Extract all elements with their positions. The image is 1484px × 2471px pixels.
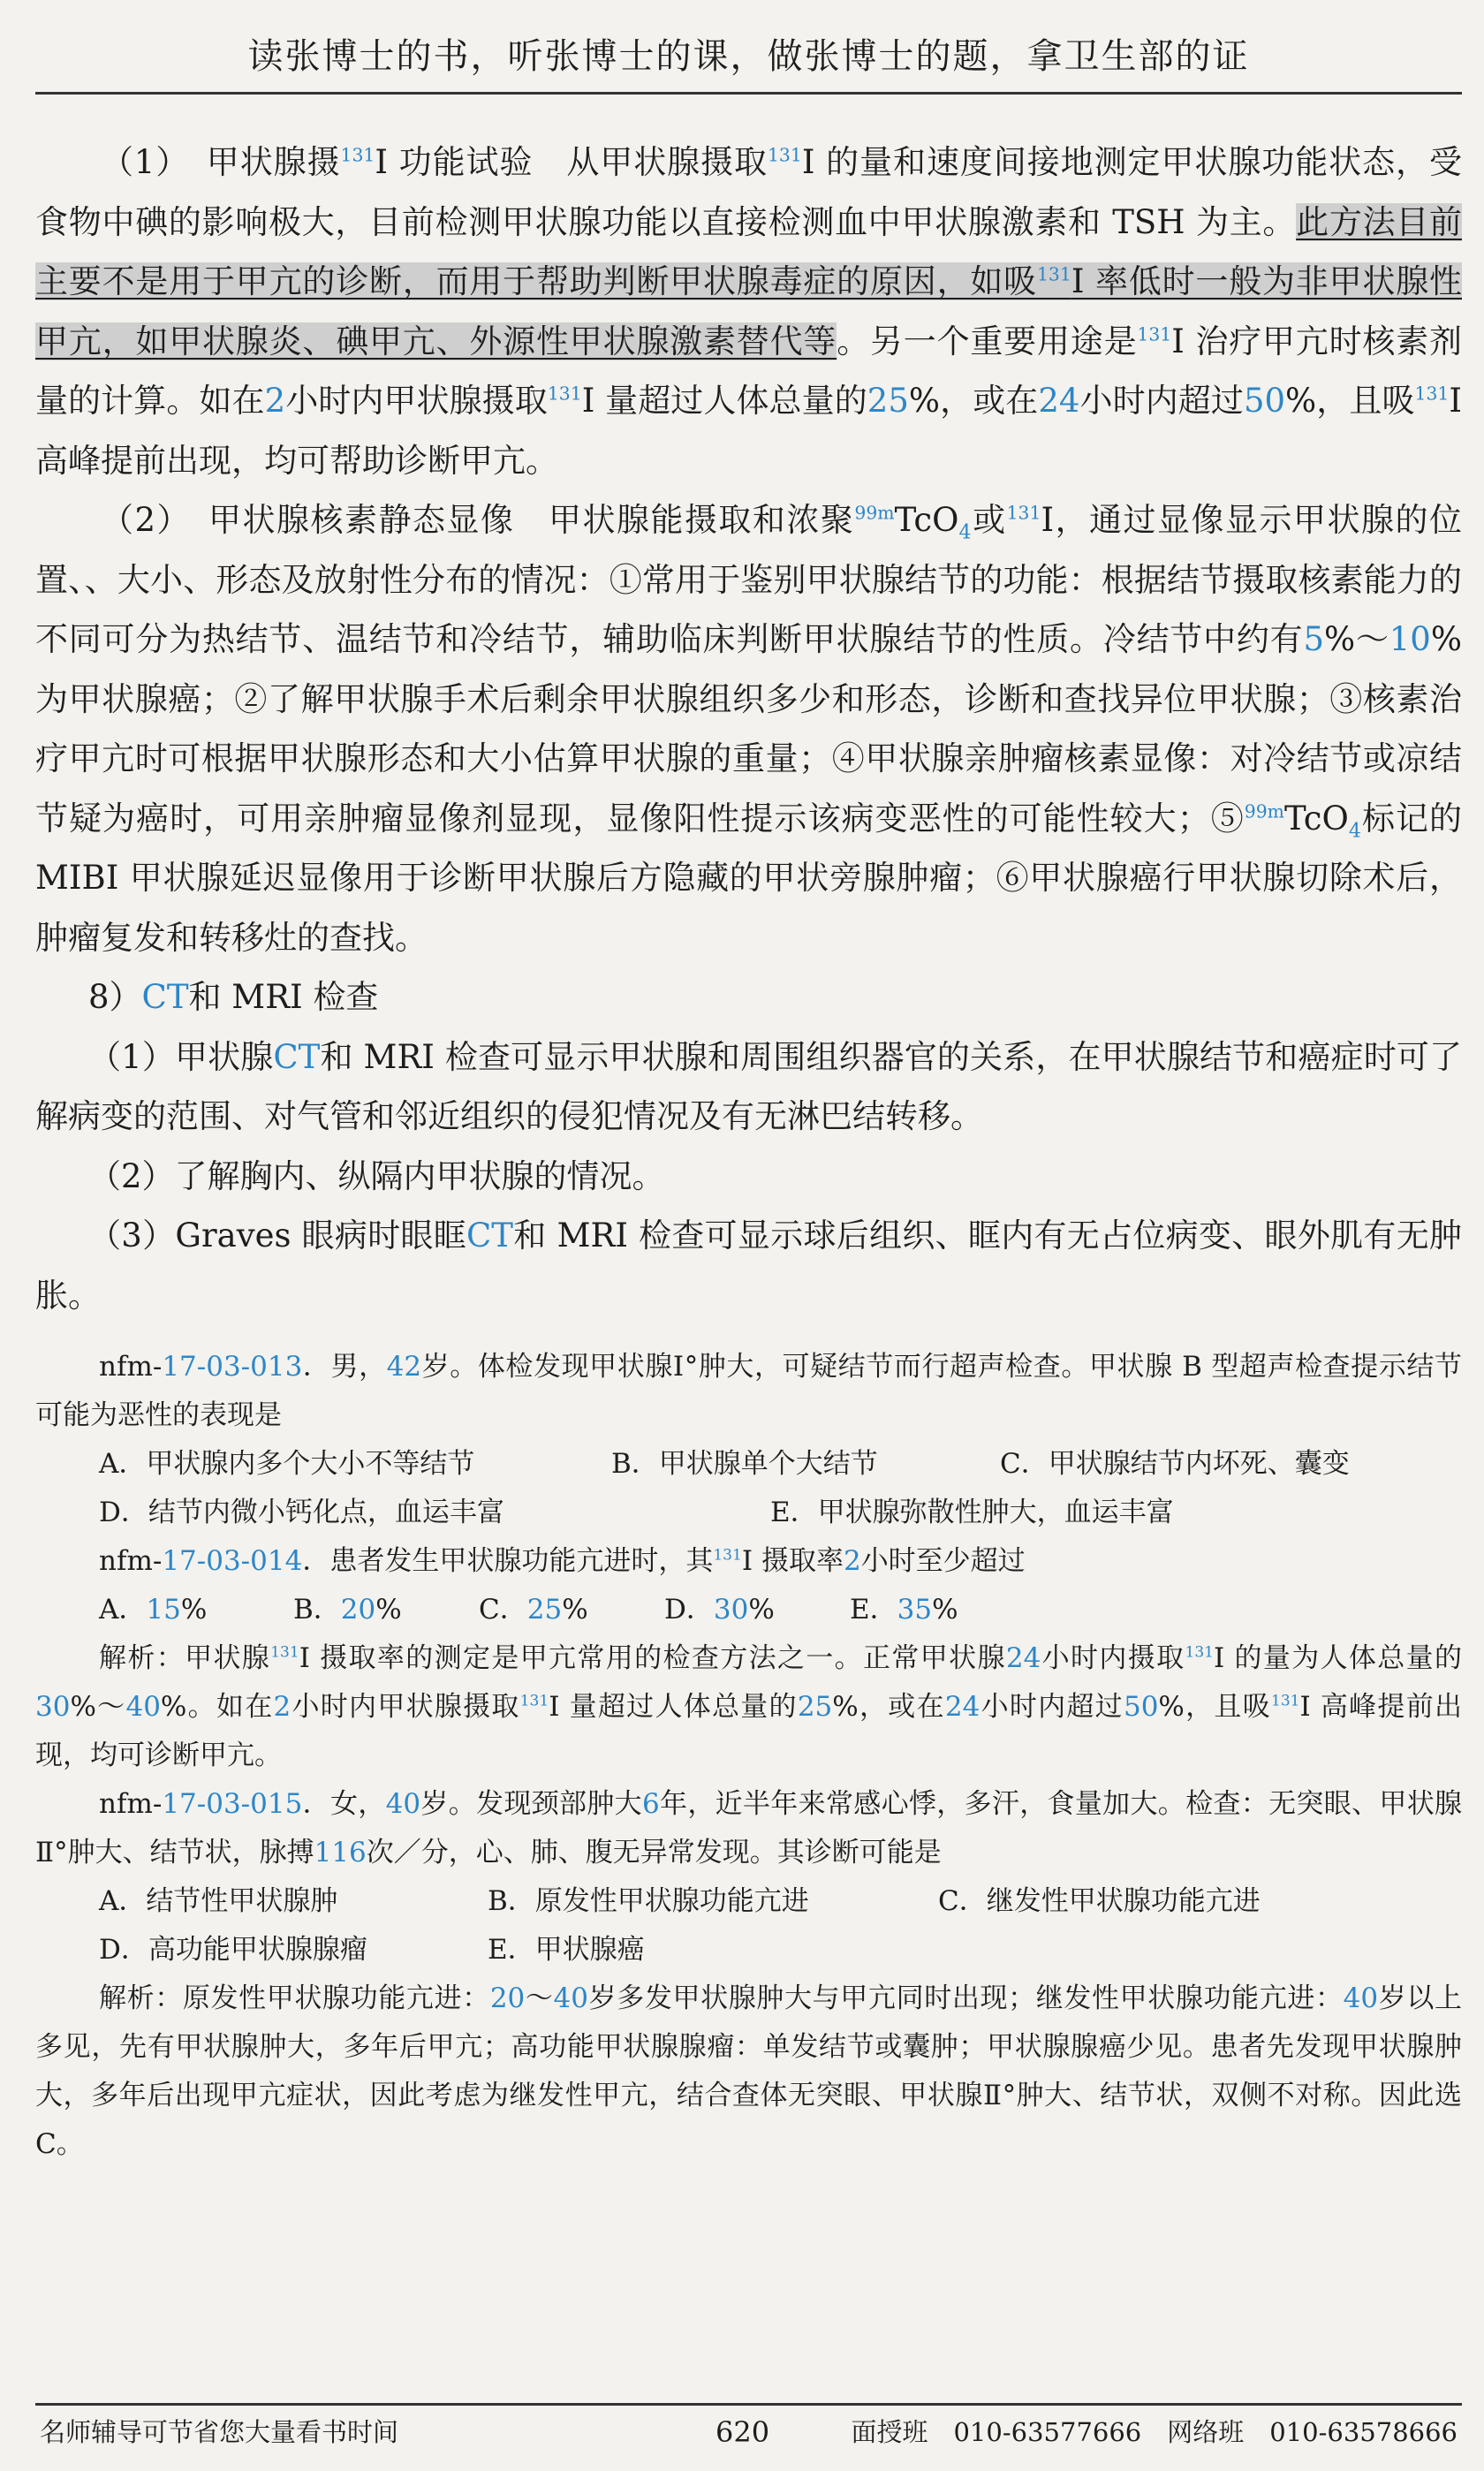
- text: 解析：甲状腺: [99, 1642, 271, 1674]
- text: 解析：原发性甲状腺功能亢进：: [99, 1982, 490, 2014]
- unit: %: [932, 1594, 958, 1626]
- text: %，且吸: [1285, 382, 1415, 420]
- text: 小时内甲状腺摄取: [285, 382, 548, 420]
- unit: %: [375, 1594, 402, 1626]
- number: 116: [314, 1837, 367, 1868]
- text: 或: [971, 501, 1007, 539]
- text: I 摄取率的测定是甲亢常用的检查方法之一。正常甲状腺: [299, 1642, 1006, 1674]
- text: nfm-: [99, 1351, 163, 1383]
- subscript: 4: [1348, 818, 1361, 842]
- text: 岁。体检发现甲状腺Ⅰ°肿大，可疑结节而行超声检查。甲状腺 B 型超声检查提示结节可能为恶性的表现是: [35, 1351, 1463, 1431]
- text: 年，近半年来常感心悸，多汗，食量加大。检查：无突眼、甲状腺Ⅱ°肿大、结节状，脉搏: [35, 1788, 1463, 1868]
- text: （1）甲状腺: [88, 1037, 274, 1076]
- option-d: [664, 1586, 775, 1634]
- number: 24: [944, 1691, 980, 1723]
- text: ．男，: [302, 1351, 387, 1383]
- page-content: [35, 133, 1462, 2169]
- text: （1） 甲状腺摄: [101, 143, 341, 181]
- text: nfm-: [99, 1545, 163, 1577]
- text: 8）: [88, 978, 142, 1016]
- text: %，或在: [832, 1691, 945, 1723]
- isotope-superscript: 131: [519, 1692, 549, 1710]
- page-footer: [35, 2403, 1462, 2459]
- text: （3）Graves 眼病时眼眶: [88, 1217, 466, 1254]
- number: 20: [340, 1594, 376, 1626]
- isotope-superscript: 131: [1137, 323, 1172, 345]
- footer-slogan: 名师辅导可节省您大量看书时间: [40, 2417, 399, 2447]
- paragraph-ct-mri-2: （2）了解胸内、纵隔内甲状腺的情况。: [88, 1156, 665, 1195]
- number: 2: [843, 1545, 861, 1577]
- text: 。另一个重要用途是: [837, 322, 1138, 360]
- text: I 高峰提前出现，均可诊断甲亢。: [35, 1691, 1462, 1771]
- question-015-options-row2: [35, 1926, 1462, 1975]
- text: I 治疗甲亢时核素剂量的计算。如在: [35, 322, 1463, 420]
- option-d: D．结节内微小钙化点，血运丰富: [99, 1497, 504, 1528]
- unit: %: [562, 1594, 588, 1626]
- number: 35: [897, 1594, 933, 1626]
- number: 15: [146, 1594, 181, 1626]
- option-c: C．继发性甲状腺功能亢进: [938, 1885, 1261, 1917]
- isotope-superscript: 131: [270, 1643, 299, 1662]
- text: 岁以上多见，先有甲状腺肿大，多年后甲亢；高功能甲状腺腺瘤：单发结节或囊肿；甲状腺腺癌少见。患者先发现甲状腺肿大，多年后出现甲亢症状，因此考虑为继发性甲亢，结合查体无突眼、甲状腺Ⅱ°肿大、结节状，双侧不对称。因此选 C。: [35, 1982, 1463, 2160]
- number: 6: [641, 1788, 660, 1820]
- question-013-options-row2: [35, 1489, 1462, 1537]
- option-letter: E．: [850, 1594, 897, 1626]
- unit: %: [180, 1594, 208, 1626]
- text: %为甲状腺癌；②了解甲状腺手术后剩余甲状腺组织多少和形态，诊断和查找异位甲状腺；③核素治疗甲亢时可根据甲状腺形态和大小估算甲状腺的重量；④甲状腺亲肿瘤核素显像：对冷结节或凉结节疑为癌时，可用亲肿瘤显像剂显现，显像阳性提示该病变恶性的可能性较大；⑤: [35, 620, 1462, 838]
- number: 40: [1343, 1982, 1379, 2014]
- number: 42: [386, 1351, 422, 1383]
- question-id: 17-03-015: [162, 1788, 303, 1820]
- subscript: 4: [958, 520, 972, 544]
- number: 2: [273, 1691, 292, 1723]
- text: I，通过显像显示甲状腺的位置、、大小、形态及放射性分布的情况：①常用于鉴别甲状腺结节的功能：根据结节摄取核素能力的不同可分为热结节、温结节和冷结节，辅助临床判断甲状腺结节的性质。冷结节中约有: [35, 501, 1463, 658]
- number: 40: [553, 1982, 588, 2014]
- paragraph-ct-mri-1: [35, 1027, 1462, 1147]
- text: （2） 甲状腺核素静态显像 甲状腺能摄取和浓聚: [101, 501, 855, 539]
- text: %～: [1324, 620, 1389, 658]
- paragraph-static-imaging: [35, 490, 1462, 967]
- text: TcO: [1283, 799, 1349, 838]
- option-b: B．原发性甲状腺功能亢进: [488, 1885, 809, 1917]
- option-e: [850, 1586, 958, 1634]
- option-b: B．甲状腺单个大结节: [611, 1448, 878, 1480]
- option-c: C．甲状腺结节内坏死、囊变: [1000, 1448, 1350, 1480]
- number: 2: [264, 382, 286, 420]
- text: I 摄取率: [741, 1545, 844, 1577]
- option-letter: C．: [479, 1594, 527, 1626]
- isotope-superscript: 131: [1185, 1643, 1215, 1662]
- text: I 的量为人体总量的: [1214, 1642, 1463, 1674]
- paragraph-ct-mri-3: [35, 1206, 1462, 1325]
- number: 30: [35, 1691, 71, 1723]
- number: 10: [1389, 620, 1431, 658]
- option-e: E．甲状腺弥散性肿大，血运丰富: [770, 1497, 1174, 1528]
- isotope-superscript: 131: [1270, 1692, 1300, 1710]
- question-013-options-row1: [35, 1440, 1462, 1489]
- page-number: 620: [716, 2415, 770, 2449]
- number: 40: [385, 1788, 421, 1820]
- text: 和 MRI 检查: [188, 978, 379, 1016]
- number: 25: [526, 1594, 563, 1626]
- option-e: E．甲状腺癌: [488, 1934, 645, 1966]
- question-014-explanation: [35, 1634, 1462, 1780]
- footer-contact: 面授班 010-63577666 网络班 010-63578666: [851, 2417, 1458, 2447]
- number: CT: [141, 978, 189, 1016]
- number: 25: [797, 1691, 833, 1723]
- number: 50: [1123, 1691, 1159, 1723]
- text: 次／分，心、肺、腹无异常发现。其诊断可能是: [366, 1837, 942, 1868]
- text: ～: [525, 1982, 554, 2014]
- text: nfm-: [99, 1788, 163, 1820]
- text: %～: [70, 1691, 126, 1723]
- text: 小时内摄取: [1041, 1642, 1185, 1674]
- number: 24: [1038, 382, 1080, 420]
- question-id: 17-03-014: [162, 1545, 303, 1577]
- isotope-superscript: 131: [547, 383, 582, 405]
- text: %，且吸: [1158, 1691, 1271, 1723]
- option-a: A．甲状腺内多个大小不等结节: [99, 1448, 475, 1480]
- text: ．女，: [302, 1788, 386, 1820]
- number: 24: [1005, 1642, 1041, 1674]
- text: 标记的 MIBI 甲状腺延迟显像用于诊断甲状腺后方隐藏的甲状旁腺肿瘤；⑥甲状腺癌行甲状腺切除术后，肿瘤复发和转移灶的查找。: [35, 799, 1462, 957]
- text: 和 MRI 检查可显示甲状腺和周围组织器官的关系，在甲状腺结节和癌症时可了解病变的范围、对气管和邻近组织的侵犯情况及有无淋巴结转移。: [35, 1037, 1462, 1135]
- number: CT: [273, 1037, 321, 1076]
- text: TcO: [894, 501, 959, 539]
- text: 此方法目前主要不是用于甲亢的诊断，而用于帮助判断甲状腺毒症的原因，如吸: [35, 202, 1462, 300]
- option-b: [293, 1586, 402, 1634]
- number: 25: [867, 382, 909, 420]
- question-id: 17-03-013: [162, 1351, 303, 1383]
- text: 岁。发现颈部肿大: [420, 1788, 642, 1820]
- question-013-stem: [35, 1343, 1462, 1440]
- text: I 的量和速度间接地测定甲状腺功能状态，受食物中碘的影响极大，目前检测甲状腺功能以直接检测血中甲状腺激素和 TSH 为主。: [35, 143, 1462, 241]
- unit: %: [748, 1594, 775, 1626]
- text: 小时内甲状腺摄取: [291, 1691, 520, 1723]
- text: %，或在: [908, 382, 1039, 420]
- number: 20: [489, 1982, 526, 2014]
- question-014-stem: [35, 1537, 1462, 1586]
- isotope-superscript: 131: [767, 144, 802, 166]
- option-letter: D．: [664, 1594, 714, 1626]
- isotope-superscript: 131: [1414, 383, 1450, 405]
- running-header: 读张博士的书，听张博士的课，做张博士的题，拿卫生部的证: [35, 21, 1462, 95]
- option-letter: A．: [99, 1594, 147, 1626]
- isotope-superscript: 131: [340, 144, 375, 166]
- text: I 量超过人体总量的: [581, 382, 867, 420]
- text: I 高峰提前出现，均可帮助诊断甲亢。: [35, 382, 1462, 480]
- paragraph-iodine-uptake-test: [35, 133, 1462, 490]
- number: CT: [466, 1217, 513, 1254]
- number: 40: [125, 1691, 161, 1723]
- option-a: [99, 1586, 207, 1634]
- option-letter: B．: [293, 1594, 341, 1626]
- text: %。如在: [160, 1691, 274, 1723]
- text: ．患者发生甲状腺功能亢进时，其: [302, 1545, 714, 1577]
- number: 5: [1303, 620, 1325, 658]
- text: I 率低时一般为非甲状腺性甲亢，如甲状腺炎、碘甲亢、外源性甲状腺激素替代等: [35, 262, 1462, 360]
- number: 50: [1243, 382, 1286, 420]
- text: 小时内超过: [1079, 382, 1244, 420]
- option-d: D．高功能甲状腺腺瘤: [99, 1934, 367, 1966]
- text: 岁多发甲状腺肿大与甲亢同时出现；继发性甲状腺功能亢进：: [588, 1982, 1344, 2014]
- number: 30: [713, 1594, 749, 1626]
- section-heading-ct-mri: [35, 967, 1462, 1027]
- isotope-superscript: 99m: [854, 502, 895, 524]
- text: 和 MRI 检查可显示球后组织、眶内有无占位病变、眼外肌有无肿胀。: [35, 1217, 1462, 1315]
- isotope-superscript: 131: [1036, 263, 1071, 285]
- question-014-options: [35, 1586, 1462, 1634]
- text: I 量超过人体总量的: [549, 1691, 798, 1723]
- option-a: A．结节性甲状腺肿: [99, 1885, 338, 1917]
- isotope-superscript: 131: [713, 1546, 742, 1565]
- text: 小时内超过: [980, 1691, 1124, 1723]
- text: 小时至少超过: [860, 1545, 1026, 1577]
- question-015-options-row1: [35, 1877, 1462, 1926]
- text: I 功能试验 从甲状腺摄取: [375, 143, 768, 181]
- question-015-explanation: [35, 1975, 1462, 2169]
- isotope-superscript: 99m: [1244, 800, 1284, 822]
- question-015-stem: [35, 1780, 1462, 1877]
- isotope-superscript: 131: [1006, 502, 1041, 524]
- option-c: [479, 1586, 588, 1634]
